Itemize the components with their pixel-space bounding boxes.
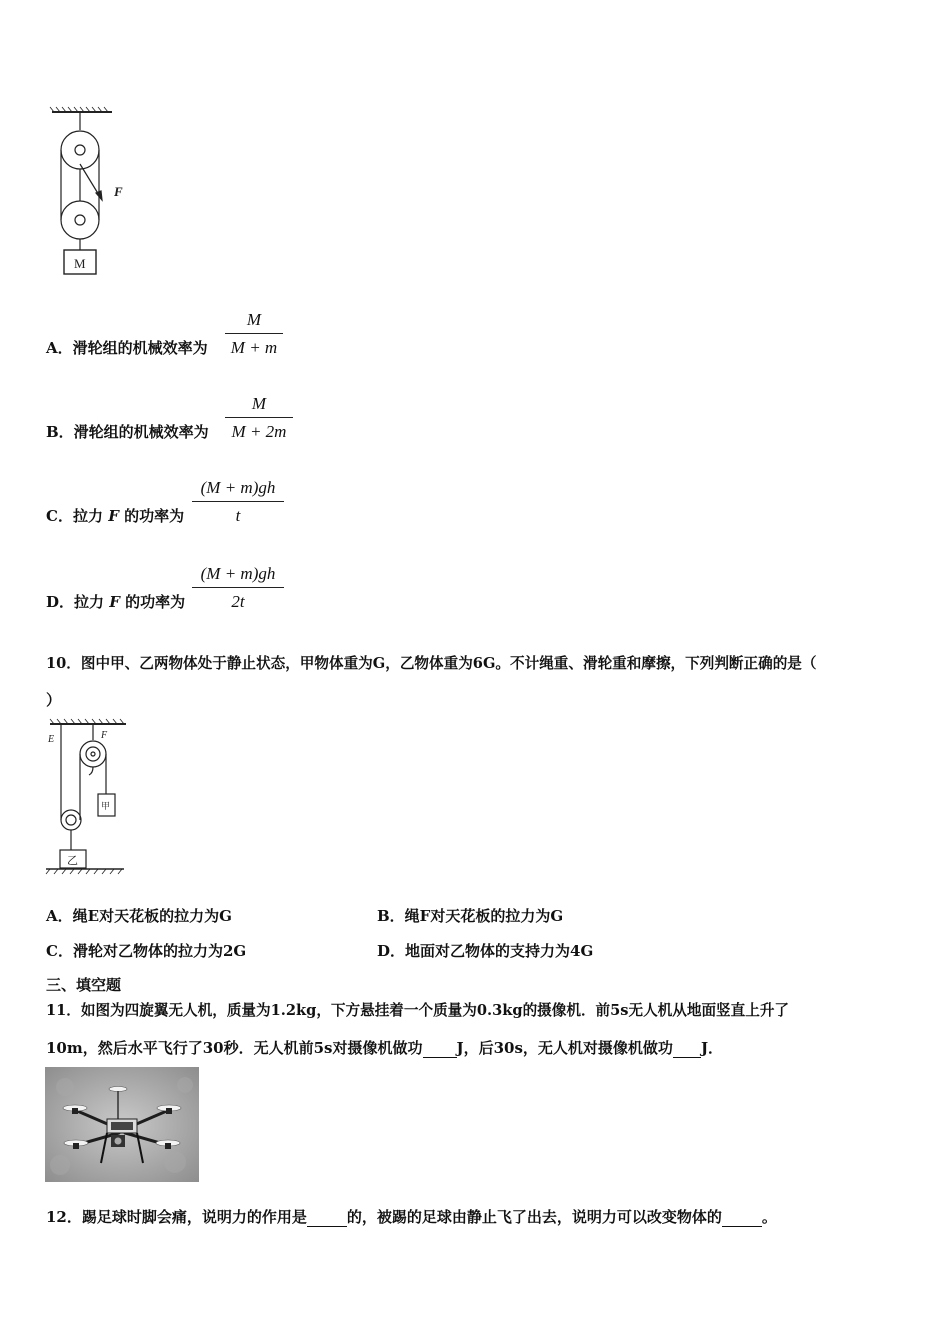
q12-part-a: 12．踢足球时脚会痛，说明力的作用是 bbox=[46, 1208, 307, 1226]
q12-part-c: 。 bbox=[761, 1208, 777, 1226]
drone-photo bbox=[45, 1067, 199, 1182]
q9-option-d-var: F bbox=[109, 593, 120, 611]
q10-question-line1: 10．图中甲、乙两物体处于静止状态，甲物体重为G，乙物体重为6G。不计绳重、滑轮重和摩擦，下列判断正确的是（ bbox=[46, 655, 817, 672]
q9-option-c-prefix: C．拉力 bbox=[46, 507, 103, 525]
pulley-system-figure bbox=[44, 104, 144, 280]
q9-option-c-var: F bbox=[108, 507, 119, 525]
q11-answer-blank-2[interactable] bbox=[673, 1039, 701, 1058]
q11-line2-c: J． bbox=[700, 1039, 724, 1057]
fraction-numerator: M bbox=[251, 394, 267, 413]
q9-option-c[interactable] bbox=[46, 505, 184, 526]
q11-question-line2 bbox=[46, 1037, 723, 1058]
force-label-f: F bbox=[114, 184, 123, 199]
q9-option-a-fraction bbox=[225, 310, 283, 358]
fraction-denominator: M + 2m bbox=[231, 422, 287, 441]
fraction-numerator: (M + m)gh bbox=[200, 564, 276, 583]
fraction-numerator: (M + m)gh bbox=[200, 478, 276, 497]
q10-option-b[interactable]: B．绳F对天花板的拉力为G bbox=[377, 907, 564, 925]
q9-option-d[interactable] bbox=[46, 591, 185, 612]
q11-answer-blank-1[interactable] bbox=[423, 1039, 457, 1058]
q9-option-d-fraction bbox=[192, 564, 284, 612]
section-title-fill-blank: 三、填空题 bbox=[46, 976, 122, 994]
q12-part-b: 的，被踢的足球由静止飞了出去，说明力可以改变物体的 bbox=[346, 1208, 722, 1226]
q9-option-c-fraction bbox=[192, 478, 284, 526]
q9-option-b-fraction bbox=[225, 394, 293, 442]
q9-option-b-text: B．滑轮组的机械效率为 bbox=[46, 423, 209, 441]
q12-answer-blank-2[interactable] bbox=[722, 1208, 762, 1227]
q9-option-a[interactable] bbox=[46, 337, 208, 358]
fraction-denominator: t bbox=[235, 506, 241, 525]
block-label-m: M bbox=[74, 256, 86, 271]
q9-option-a-text: A．滑轮组的机械效率为 bbox=[46, 339, 208, 357]
q9-option-b[interactable] bbox=[46, 421, 209, 442]
q10-question-line2: ） bbox=[46, 691, 62, 709]
q11-line2-b: J，后30s，无人机对摄像机做功 bbox=[456, 1039, 673, 1057]
fraction-denominator: 2t bbox=[231, 592, 245, 611]
q10-option-c[interactable]: C．滑轮对乙物体的拉力为2G bbox=[46, 942, 247, 960]
label-e: E bbox=[48, 734, 55, 745]
q12-answer-blank-1[interactable] bbox=[307, 1208, 347, 1227]
q10-pulley-figure bbox=[44, 716, 134, 880]
fraction-numerator: M bbox=[246, 310, 262, 329]
label-jia: 甲 bbox=[101, 801, 111, 811]
fraction-denominator: M + m bbox=[230, 338, 278, 357]
q12-question bbox=[46, 1206, 777, 1227]
q11-question-line1: 11．如图为四旋翼无人机，质量为1.2kg，下方悬挂着一个质量为0.3kg的摄像机．前5s无人机从地面竖直上升了 bbox=[46, 1002, 790, 1019]
q10-option-a[interactable]: A．绳E对天花板的拉力为G bbox=[46, 907, 232, 925]
label-yi: 乙 bbox=[67, 855, 78, 867]
q9-option-d-suffix: 的功率为 bbox=[125, 593, 186, 611]
q9-option-d-prefix: D．拉力 bbox=[46, 593, 105, 611]
q11-line2-a: 10m，然后水平飞行了30秒．无人机前5s对摄像机做功 bbox=[46, 1039, 423, 1057]
q9-option-c-suffix: 的功率为 bbox=[124, 507, 185, 525]
label-f: F bbox=[101, 730, 108, 741]
q10-option-d[interactable]: D．地面对乙物体的支持力为4G bbox=[377, 942, 594, 960]
